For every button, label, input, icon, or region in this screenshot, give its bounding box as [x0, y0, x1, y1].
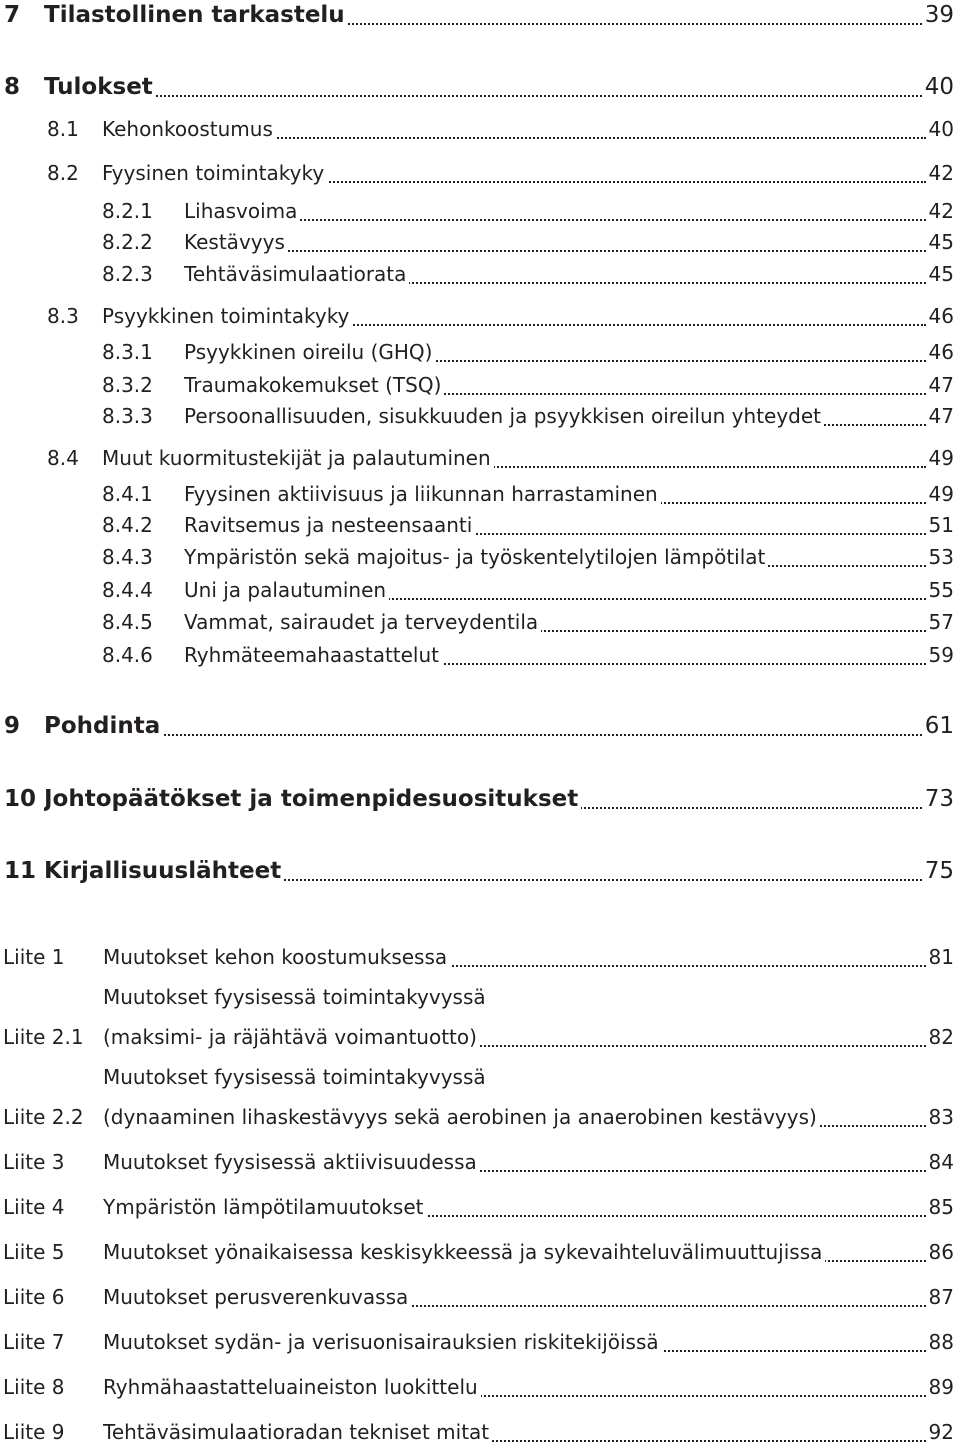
entry-title-wrap: [184, 194, 926, 228]
entry-page-number: 45: [928, 230, 954, 254]
entry-page-number: 89: [928, 1375, 954, 1399]
entry-page-number: 45: [928, 262, 954, 286]
entry-title: Kehonkoostumus: [102, 117, 276, 141]
entry-number: 8.3.3: [102, 404, 153, 428]
entry-page-number: 47: [928, 373, 954, 397]
entry-title-wrap: [184, 257, 926, 291]
toc-subsection-entry[interactable]: [0, 225, 960, 259]
entry-page-number: 61: [924, 713, 954, 739]
entry-title-wrap: [103, 1235, 926, 1269]
entry-number: Liite 3: [3, 1150, 65, 1174]
entry-page-number: 73: [924, 786, 954, 812]
entry-page-number: 84: [928, 1150, 954, 1174]
entry-number: Liite 2.2: [3, 1105, 84, 1129]
entry-title: Muutokset yönaikaisessa keskisykkeessä ja sykevaihteluvälimuuttujissa: [103, 1240, 825, 1264]
toc-subsection-entry[interactable]: [0, 605, 960, 639]
entry-title: Lihasvoima: [184, 199, 300, 223]
toc-chapter-entry[interactable]: [0, 709, 960, 743]
entry-number: Liite 8: [3, 1375, 65, 1399]
entry-number: 10: [4, 786, 37, 812]
entry-title-wrap: [103, 1325, 926, 1359]
toc-appendix-entry[interactable]: [0, 1415, 960, 1449]
entry-number: 8.3.2: [102, 373, 153, 397]
entry-page-number: 49: [928, 482, 954, 506]
entry-title: Fyysinen toimintakyky: [102, 161, 327, 185]
toc-subsection-entry[interactable]: [0, 368, 960, 402]
toc-section-entry[interactable]: [0, 156, 960, 190]
entry-number: 8.2.3: [102, 262, 153, 286]
entry-title-wrap: [184, 477, 926, 511]
entry-number: 8.4: [47, 446, 79, 470]
entry-title: Kirjallisuuslähteet: [44, 858, 284, 884]
entry-number: Liite 4: [3, 1195, 65, 1219]
entry-title: Vammat, sairaudet ja terveydentila: [184, 610, 541, 634]
entry-title: Tulokset: [44, 74, 156, 100]
toc-appendix-entry[interactable]: [0, 1190, 960, 1224]
dot-leader: [184, 250, 926, 252]
toc-subsection-entry[interactable]: [0, 573, 960, 607]
toc-appendix-entry[interactable]: [0, 985, 960, 1054]
toc-subsection-entry[interactable]: [0, 335, 960, 369]
entry-title-wrap: [103, 1020, 926, 1054]
entry-page-number: 40: [924, 74, 954, 100]
entry-page-number: 39: [924, 2, 954, 28]
entry-page-number: 55: [928, 578, 954, 602]
entry-page-number: 49: [928, 446, 954, 470]
entry-title-wrap: [184, 540, 926, 574]
toc-appendix-entry[interactable]: [0, 940, 960, 974]
entry-title-wrap: [44, 70, 922, 104]
toc-section-entry[interactable]: [0, 299, 960, 333]
entry-page-number: 86: [928, 1240, 954, 1264]
entry-title: Muutokset perusverenkuvassa: [103, 1285, 411, 1309]
entry-page-number: 92: [928, 1420, 954, 1444]
entry-page-number: 42: [928, 199, 954, 223]
toc-chapter-entry[interactable]: [0, 0, 960, 32]
entry-title-wrap: [184, 605, 926, 639]
entry-page-number: 40: [928, 117, 954, 141]
entry-page-number: 75: [924, 858, 954, 884]
entry-title: Psyykkinen toimintakyky: [102, 304, 352, 328]
entry-title: Muut kuormitustekijät ja palautuminen: [102, 446, 494, 470]
entry-page-number: 88: [928, 1330, 954, 1354]
entry-title: Ryhmäteemahaastattelut: [184, 643, 442, 667]
entry-title-wrap: [44, 709, 922, 743]
entry-page-number: 82: [928, 1025, 954, 1049]
entry-number: 8.4.1: [102, 482, 153, 506]
dot-leader: [44, 734, 922, 736]
entry-page-number: 57: [928, 610, 954, 634]
entry-number: 7: [4, 2, 21, 28]
entry-number: 8.4.3: [102, 545, 153, 569]
entry-number: 8.4.6: [102, 643, 153, 667]
toc-appendix-entry[interactable]: [0, 1235, 960, 1269]
toc-appendix-entry[interactable]: [0, 1325, 960, 1359]
entry-title-wrap: [184, 638, 926, 672]
entry-title-wrap: [184, 225, 926, 259]
entry-page-number: 81: [928, 945, 954, 969]
toc-subsection-entry[interactable]: [0, 477, 960, 511]
entry-title: Muutokset sydän- ja verisuonisairauksien riskitekijöissä: [103, 1330, 662, 1354]
dot-leader: [44, 95, 922, 97]
entry-title: Ympäristön lämpötilamuutokset: [103, 1195, 426, 1219]
entry-title: Kestävyys: [184, 230, 288, 254]
entry-number: 8.4.2: [102, 513, 153, 537]
entry-title-wrap: [103, 1145, 926, 1179]
entry-title: Ravitsemus ja nesteensaanti: [184, 513, 475, 537]
entry-title-wrap: [103, 1100, 926, 1134]
entry-title: (maksimi- ja räjähtävä voimantuotto): [103, 1025, 480, 1049]
toc-subsection-entry[interactable]: [0, 194, 960, 228]
entry-number: Liite 2.1: [3, 1025, 84, 1049]
entry-title: Johtopäätökset ja toimenpidesuositukset: [44, 786, 581, 812]
entry-title: Fyysinen aktiivisuus ja liikunnan harrastaminen: [184, 482, 661, 506]
entry-title-wrap: [102, 441, 926, 475]
entry-title-line1: Muutokset fyysisessä toimintakyvyssä: [103, 985, 486, 1009]
entry-page-number: 83: [928, 1105, 954, 1129]
entry-page-number: 51: [928, 513, 954, 537]
entry-title-wrap: [44, 782, 922, 816]
entry-number: Liite 9: [3, 1420, 65, 1444]
entry-number: 8.2.1: [102, 199, 153, 223]
entry-title: Ympäristön sekä majoitus- ja työskentelytilojen lämpötilat: [184, 545, 768, 569]
toc-appendix-entry[interactable]: [0, 1145, 960, 1179]
toc-section-entry[interactable]: [0, 441, 960, 475]
entry-title-wrap: [103, 1415, 926, 1449]
toc-subsection-entry[interactable]: [0, 540, 960, 574]
entry-title-line1: Muutokset fyysisessä toimintakyvyssä: [103, 1065, 486, 1089]
entry-number: 8.4.4: [102, 578, 153, 602]
entry-title-wrap: [103, 1280, 926, 1314]
entry-number: Liite 6: [3, 1285, 65, 1309]
entry-number: Liite 7: [3, 1330, 65, 1354]
entry-page-number: 87: [928, 1285, 954, 1309]
entry-number: 8.3.1: [102, 340, 153, 364]
entry-title: Persoonallisuuden, sisukkuuden ja psyykkisen oireilun yhteydet: [184, 404, 824, 428]
toc-subsection-entry[interactable]: [0, 399, 960, 433]
entry-title: Muutokset fyysisessä aktiivisuudessa: [103, 1150, 480, 1174]
entry-title: Pohdinta: [44, 713, 163, 739]
entry-number: 8.1: [47, 117, 79, 141]
entry-title-wrap: [184, 573, 926, 607]
entry-title-wrap: [184, 368, 926, 402]
toc-chapter-entry[interactable]: [0, 782, 960, 816]
entry-number: 8.2.2: [102, 230, 153, 254]
entry-title-wrap: [184, 508, 926, 542]
toc-appendix-entry[interactable]: [0, 1370, 960, 1404]
entry-title: Tehtäväsimulaatiorata: [184, 262, 409, 286]
toc-appendix-entry[interactable]: [0, 1065, 960, 1134]
entry-number: 8.2: [47, 161, 79, 185]
entry-title: Psyykkinen oireilu (GHQ): [184, 340, 435, 364]
toc-chapter-entry[interactable]: [0, 70, 960, 104]
entry-page-number: 53: [928, 545, 954, 569]
entry-title: (dynaaminen lihaskestävyys sekä aerobinen ja anaerobinen kestävyys): [103, 1105, 820, 1129]
entry-title-wrap: [44, 0, 922, 32]
toc-subsection-entry[interactable]: [0, 257, 960, 291]
entry-title-wrap: [102, 112, 926, 146]
entry-title-wrap: [44, 854, 922, 888]
entry-page-number: 85: [928, 1195, 954, 1219]
entry-page-number: 42: [928, 161, 954, 185]
toc-appendix-entry[interactable]: [0, 1280, 960, 1314]
entry-title: Ryhmähaastatteluaineiston luokittelu: [103, 1375, 481, 1399]
toc-subsection-entry[interactable]: [0, 638, 960, 672]
entry-page-number: 59: [928, 643, 954, 667]
entry-title-wrap: [103, 940, 926, 974]
entry-title: Uni ja palautuminen: [184, 578, 389, 602]
entry-title-wrap: [184, 399, 926, 433]
entry-title: Traumakokemukset (TSQ): [184, 373, 444, 397]
entry-title-wrap: [102, 156, 926, 190]
toc-chapter-entry[interactable]: [0, 854, 960, 888]
toc-subsection-entry[interactable]: [0, 508, 960, 542]
entry-title-wrap: [103, 1370, 926, 1404]
entry-number: 11: [4, 858, 37, 884]
entry-title-wrap: [103, 1190, 926, 1224]
entry-number: 8.4.5: [102, 610, 153, 634]
entry-number: 9: [4, 713, 21, 739]
entry-number: 8.3: [47, 304, 79, 328]
entry-page-number: 46: [928, 304, 954, 328]
entry-page-number: 47: [928, 404, 954, 428]
entry-title-wrap: [102, 299, 926, 333]
entry-title: Muutokset kehon koostumuksessa: [103, 945, 450, 969]
entry-title: Tilastollinen tarkastelu: [44, 2, 348, 28]
entry-number: 8: [4, 74, 21, 100]
entry-number: Liite 1: [3, 945, 65, 969]
entry-title-wrap: [184, 335, 926, 369]
entry-number: Liite 5: [3, 1240, 65, 1264]
entry-title: Tehtäväsimulaatioradan tekniset mitat: [103, 1420, 492, 1444]
entry-page-number: 46: [928, 340, 954, 364]
toc-section-entry[interactable]: [0, 112, 960, 146]
